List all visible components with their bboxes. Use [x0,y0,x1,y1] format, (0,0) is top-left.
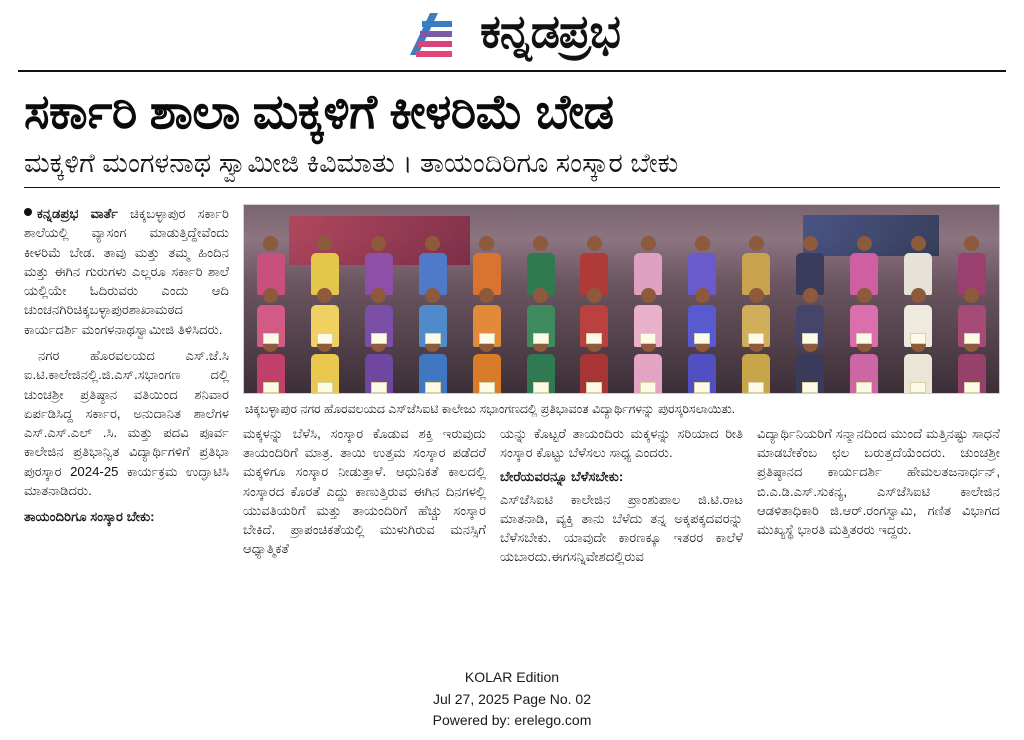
article-body [18,204,1006,634]
column-4-text: ವಿದ್ಯಾರ್ಥಿನಿಯರಿಗೆ ಸನ್ಮಾನದಿಂದ ಮುಂದೆ ಮತ್ತಿನಷ್ಟು ಸಾಧನೆ ಮಾಡಬೇಕೆಂಬ ಛಲ ಬರುತ್ತದೆಯೆಂದರು. ಚುಂಚಶ್ರೀ ಪ್ರತಿಷ್ಠಾನದ ಕಾರ್ಯದರ್ಶಿ ಹೇಮಲತಜನಾರ್ಧನ್, ಬಿ.ಎ.ಡಿ.ಎಸ್.ಸುಕನ್ಯ, ಎಸ್‌ಜೆಸಿಐಟಿ ಕಾಲೇಜಿನ ಆಡಳಿತಾಧಿಕಾರಿ ಜಿ.ಆರ್.ರಂಗಸ್ವಾಮಿ, ಗಣಿತ ವಿಭಾಗದ ಮುಖ್ಯಸ್ಥೆ ಭಾರತಿ ಮತ್ತಿತರರು ಇದ್ದರು. [757,425,1000,538]
masthead-title: ಕನ್ನಡಪ್ರಭ [480,6,620,57]
right-section [243,204,1000,634]
photo-block [243,204,1000,424]
column-1-text-2: ನಗರ ಹೊರವಲಯದ ಎಸ್.ಜೆ.ಸಿ ಐ.ಟಿ.ಕಾಲೇಜಿನಲ್ಲಿ.ಜಿ.ಎಸ್.ಸಭಾಂಗಣ ದಲ್ಲಿ ಚುಂಚಶ್ರೀ ಪ್ರತಿಷ್ಠಾನ ವತಿಯಿಂದ ಶನಿವಾರ ಏರ್ಪಡಿಸಿದ್ದ ಸರ್ಕಾರ, ಅನುದಾನಿತ ಶಾಲೆಗಳ ಎಸ್.ಎಸ್.ಎಲ್ .ಸಿ. ಮತ್ತು ಪದವಿ ಪೂರ್ವ ಕಾಲೇಜಿನ ಪ್ರತಿಭಾನ್ವಿತ ವಿದ್ಯಾರ್ಥಿಗಳಿಗೆ ಪ್ರತಿಭಾ ಪುರಸ್ಕಾರ 2024-25 ಕಾರ್ಯಕ್ರಮ ಉದ್ಘಾಟಿಸಿ ಮಾತನಾಡಿದರು. [24,347,229,498]
photo-caption: ಚಿಕ್ಕಬಳ್ಳಾಪುರ ನಗರ ಹೊರವಲಯದ ಎಸ್‌ಜೆಸಿಐಟಿ ಕಾಲೇಜು ಸಭಾಂಗಣದಲ್ಲಿ ಪ್ರತಿಭಾವಂತ ವಿದ್ಯಾರ್ಥಿಗಳನ್ನು ಪುರಸ್ಕರಿಸಲಾಯಿತು. [245,402,736,417]
byline-place: ಚಿಕ್ಕಬಳ್ಳಾಪುರ [130,206,186,222]
kannadaprabha-logo-icon [404,9,466,61]
byline-source: ಕನ್ನಡಪ್ರಭ ವಾರ್ತೆ [37,206,119,222]
sub-headline: ಮಕ್ಕಳಿಗೆ ಮಂಗಳನಾಥ ಸ್ವಾಮೀಜಿ ಕಿವಿಮಾತು । ತಾಯಂದಿರಿಗೂ ಸಂಸ್ಕಾರ ಬೇಕು [24,147,679,178]
powered-by-label: Powered by: erelego.com [432,712,592,729]
group-photo-award-ceremony [243,204,1000,394]
column-3-subheading: ಬೇರೆಯವರನ್ನೂ ಬೆಳೆಸಬೇಕು: [500,469,624,485]
column-3 [500,424,743,634]
divider [24,187,1000,188]
page-title: ಸರ್ಕಾರಿ ಶಾಲಾ ಮಕ್ಕಳಿಗೆ ಕೀಳರಿಮೆ ಬೇಡ [24,86,614,139]
column-2 [243,424,486,634]
lower-columns [243,424,1000,634]
column-2-text: ಮಕ್ಕಳನ್ನು ಬೆಳೆಸಿ, ಸಂಸ್ಕಾರ ಕೊಡುವ ಶಕ್ತಿ ಇರುವುದು ತಾಯಂದಿರಿಗೆ ಮಾತ್ರ. ತಾಯಿ ಉತ್ತಮ ಸಂಸ್ಕಾರ ಪಡೆದರೆ ಮಕ್ಕಳಿಗೂ ಸಂಸ್ಕಾರ ನೀಡುತ್ತಾಳೆ. ಆಧುನಿಕತೆ ಕಾಲದಲ್ಲಿ ಸಂಸ್ಕಾರದ ಕೊರತೆ ಎದ್ದು ಕಾಣುತ್ತಿರುವ ಈಗಿನ ದಿನಗಳಲ್ಲಿ ಯುವತಿಯರಿಗೆ ಮತ್ತು ತಾಯಂದಿರಿಗೆ ಹೆಚ್ಚು ಸಂಸ್ಕಾರ ಬೇಕಿದೆ. ಪ್ರಾಪಂಚಿಕತೆಯಲ್ಲಿ ಮುಳುಗಿರುವ ಮನಸ್ಸಿಗೆ ಆಧ್ಯಾತ್ಮಿಕತೆ [243,425,486,557]
column-1 [24,204,229,634]
headline-block [18,72,1006,204]
page-footer [0,667,1024,732]
date-page-label: Jul 27, 2025 Page No. 02 [432,690,591,707]
column-1-subheading: ತಾಯಂದಿರಿಗೂ ಸಂಸ್ಕಾರ ಬೇಕು: [24,509,155,525]
column-3-text-2: ಎಸ್‌ಜೆಸಿಐಟಿ ಕಾಲೇಜಿನ ಪ್ರಾಂಶುಪಾಲ ಜಿ.ಟಿ.ರಾಟ ಮಾತನಾಡಿ, ವ್ಯಕ್ತಿ ತಾನು ಬೆಳೆದು ತನ್ನ ಅಕ್ಕಪಕ್ಕದವರನ್ನು ಬೆಳೆಸಬೇಕು. ಯಾವುದೇ ಕಾರಣಕ್ಕೂ ಇತರರ ಕಾಲೆಳೆ ಯಬಾರದು.ಈಗಸನ್ನಿವೇಶದಲ್ಲಿರುವ [500,491,743,565]
edition-label: KOLAR Edition [464,668,560,685]
column-1-text: ಸರ್ಕಾರಿ ಶಾಲೆಯಲ್ಲಿ ವ್ಯಾಸಂಗ ಮಾಡುತ್ತಿದ್ದೇವೆಂದು ಕೀಳರಿಮೆ ಬೇಡ. ತಾವು ಮತ್ತು ತಮ್ಮ ಹಿಂದಿನ ಮತ್ತು ಈಗಿನ ಗುರುಗಳು ಎಲ್ಲರೂ ಸರ್ಕಾರಿ ಶಾಲೆ ಯಲ್ಲಿಯೇ ಓದಿರುವರು ಎಂದು ಆದಿ ಚುಂಚನಗಿರಿಚಿಕ್ಕಬಳ್ಳಾಪುರಶಾಖಾಮಠದ ಕಾರ್ಯದರ್ಶಿ ಮಂಗಳನಾಥಸ್ವಾಮೀಜಿ ತಿಳಿಸಿದರು. [24,206,230,337]
bullet-icon [24,208,32,216]
masthead [18,0,1006,72]
column-3-text: ಯನ್ನು ಕೊಟ್ಟರೆ ತಾಯಂದಿರು ಮಕ್ಕಳನ್ನು ಸರಿಯಾದ ರೀತಿ ಸಂಸ್ಕಾರ ಕೊಟ್ಟು ಬೆಳೆಸಲು ಸಾಧ್ಯ ಎಂದರು. [500,425,743,461]
column-4 [757,424,1000,634]
